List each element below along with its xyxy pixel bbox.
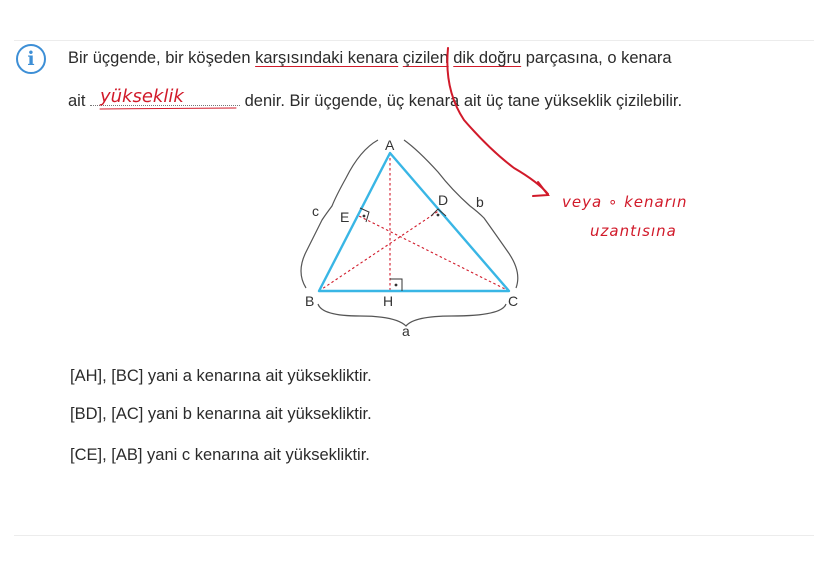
arrow-line <box>447 48 548 194</box>
underlined-phrase: karşısındaki kenara <box>255 49 399 67</box>
foot-label-H: H <box>383 293 394 309</box>
statement-altitude-a: [AH], [BC] yani a kenarına ait yüksekliktir. <box>70 367 372 385</box>
underlined-phrase: çizilen <box>402 49 449 67</box>
handwritten-note-line-1: veya ∘ kenarın <box>562 193 688 211</box>
arrow-head <box>533 182 548 196</box>
intro-text: denir. Bir üçgende, üç kenara ait üç tane yükseklik çizilebilir. <box>240 92 683 110</box>
intro-text: parçasına, o kenara <box>521 49 672 67</box>
intro-text: ait <box>68 92 91 110</box>
foot-label-D: D <box>438 192 449 208</box>
intro-text: Bir üçgende, bir köşeden <box>68 49 256 67</box>
side-label-c: c <box>312 203 319 219</box>
statement-altitude-c: [CE], [AB] yani c kenarına ait yüksekliktir. <box>70 446 370 464</box>
statement-altitude-b: [BD], [AC] yani b kenarına ait yüksekliktir. <box>70 405 372 423</box>
answer-underline <box>100 108 236 109</box>
side-label-a: a <box>402 323 410 339</box>
side-label-b: b <box>476 194 484 210</box>
handwritten-answer: yükseklik <box>100 86 184 107</box>
foot-label-E: E <box>340 209 350 225</box>
underlined-phrase: dik doğru <box>453 49 522 67</box>
vertex-label-C: C <box>508 293 519 309</box>
info-icon: i <box>16 44 46 74</box>
vertex-label-B: B <box>305 293 315 309</box>
handwritten-note-line-2: uzantısına <box>590 222 677 240</box>
vertex-label-A: A <box>385 137 395 153</box>
